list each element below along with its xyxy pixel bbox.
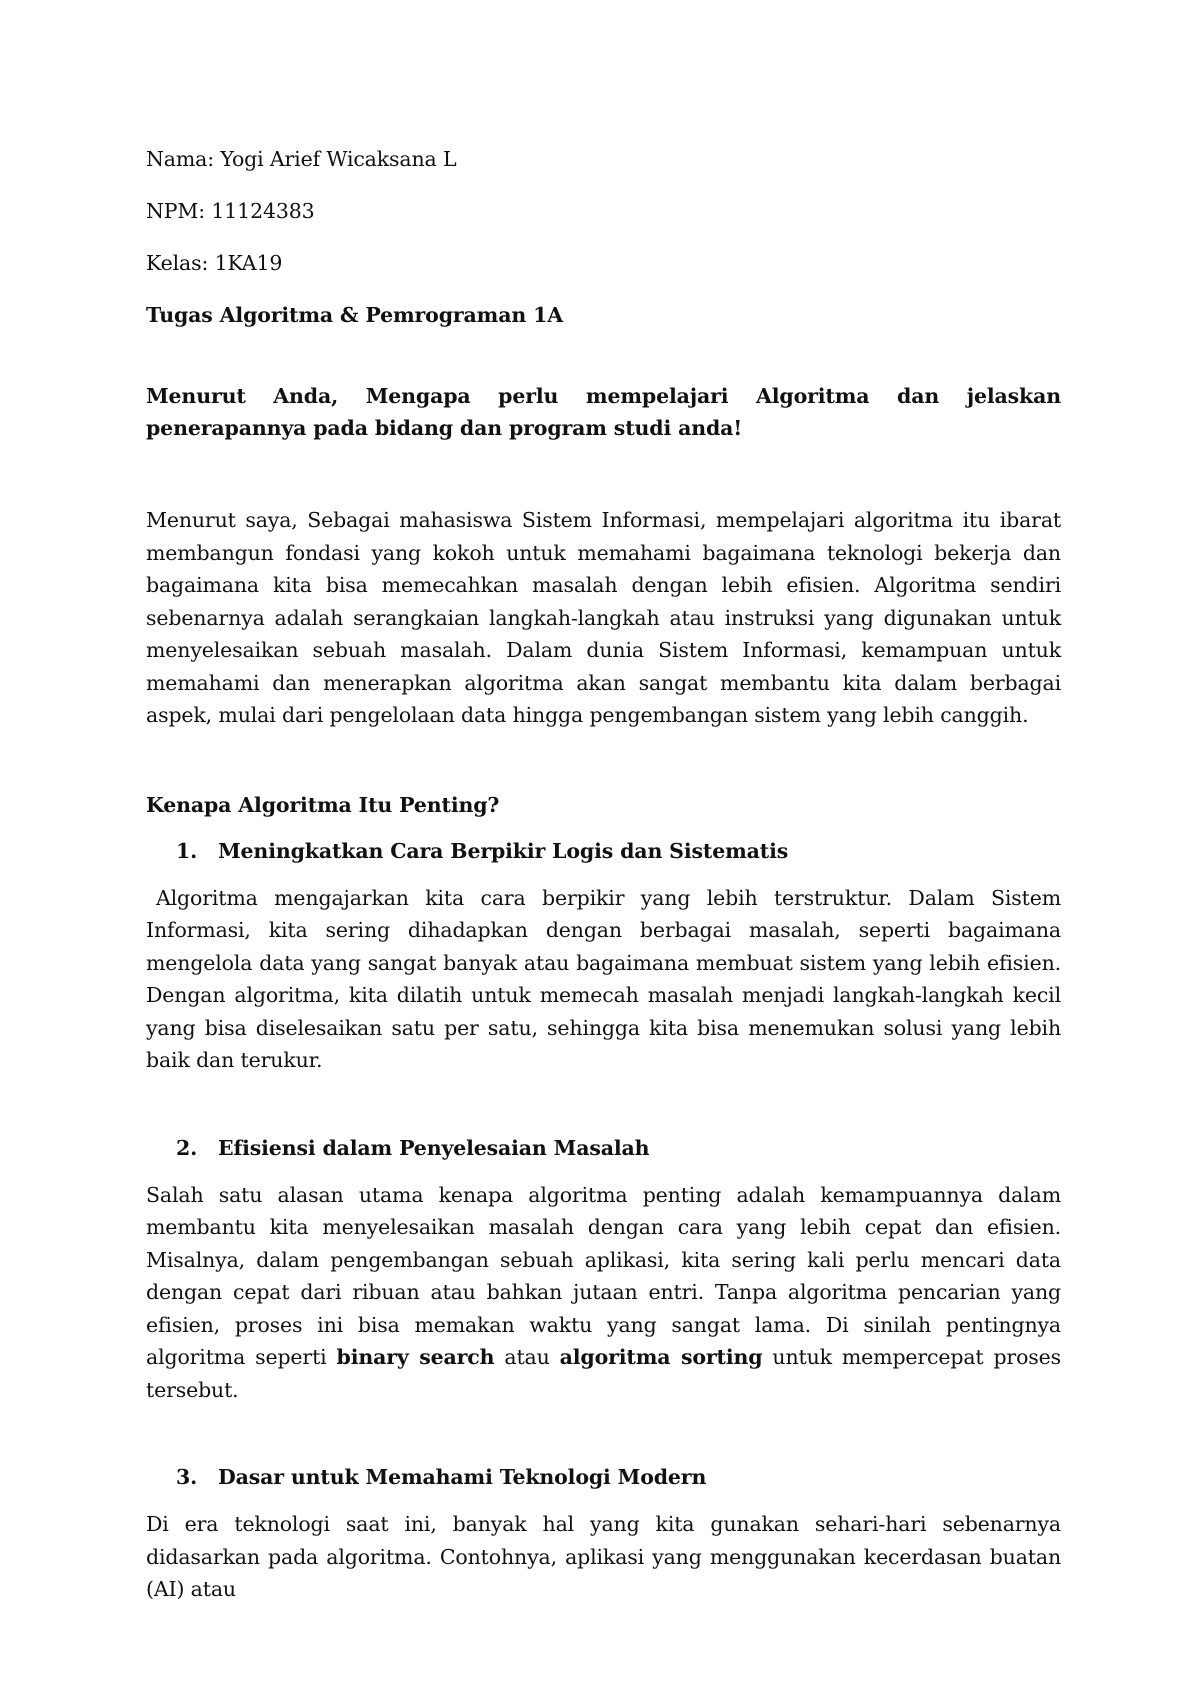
document-content xyxy=(146,146,1061,1606)
list-number-2: 2. xyxy=(176,1135,198,1160)
body-2-part-1: Salah satu alasan utama kenapa algoritma penting adalah kemampuannya dalam membantu kita menyelesaikan masalah dengan cara yang lebih cepat dan efisien. Misalnya, dalam pengembangan sebuah aplikasi, kita sering kali perlu mencari data dengan cepat dari ribuan atau bahkan jutaan entri. Tanpa algoritma pencarian yang efisien, proses ini bisa memakan waktu yang sangat lama. Di sinilah pentingnya algoritma seperti xyxy=(146,1182,1061,1369)
intro-paragraph: Menurut saya, Sebagai mahasiswa Sistem Informasi, mempelajari algoritma itu ibarat membangun fondasi yang kokoh untuk memahami bagaimana teknologi bekerja dan bagaimana kita bisa memecahkan masalah dengan lebih efisien. Algoritma sendiri sebenarnya adalah serangkaian langkah-langkah atau instruksi yang digunakan untuk menyelesaikan sebuah masalah. Dalam dunia Sistem Informasi, kemampuan untuk memahami dan menerapkan algoritma akan sangat membantu kita dalam berbagai aspek, mulai dari pengelolaan data hingga pengembangan sistem yang lebih canggih. xyxy=(146,508,1061,727)
question-text: Menurut Anda, Mengapa perlu mempelajari Algoritma dan jelaskan penerapannya pada bidang dan program studi anda! xyxy=(146,384,1061,440)
list-item-heading-2 xyxy=(146,1133,1061,1163)
list-title-1: Meningkatkan Cara Berpikir Logis dan Sistematis xyxy=(218,838,789,863)
list-number-3: 3. xyxy=(176,1465,198,1489)
student-npm: NPM: 11124383 xyxy=(146,199,315,223)
list-item-heading-1 xyxy=(146,836,1061,866)
section-heading: Kenapa Algoritma Itu Penting? xyxy=(146,792,500,817)
list-title-3: Dasar untuk Memahami Teknologi Modern xyxy=(218,1465,707,1489)
student-name: Nama: Yogi Arief Wicaksana L xyxy=(146,147,457,171)
list-item-body-1: Algoritma mengajarkan kita cara berpikir yang lebih terstruktur. Dalam Sistem Informasi, kita sering dihadapkan dengan berbagai masalah, seperti bagaimana mengelola data yang sangat banyak atau bagaimana membuat sistem yang lebih efisien. Dengan algoritma, kita dilatih untuk memecah masalah menjadi langkah-langkah kecil yang bisa diselesaikan satu per satu, sehingga kita bisa menemukan solusi yang lebih baik dan terukur. xyxy=(146,885,1061,1072)
list-item-body-3: Di era teknologi saat ini, banyak hal yang kita gunakan sehari-hari sebenarnya didasarkan pada algoritma. Contohnya, aplikasi yang menggunakan kecerdasan buatan (AI) atau xyxy=(146,1512,1061,1601)
keyword-algoritma-sorting: algoritma sorting xyxy=(559,1345,763,1369)
list-item-heading-3 xyxy=(146,1462,1061,1492)
keyword-binary-search: binary search xyxy=(336,1345,495,1369)
task-title: Tugas Algoritma & Pemrograman 1A xyxy=(146,303,563,327)
body-2-part-2: atau xyxy=(494,1345,560,1369)
list-title-2: Efisiensi dalam Penyelesaian Masalah xyxy=(218,1135,650,1160)
list-item-body-2 xyxy=(146,1179,1061,1407)
body-2-part-3: untuk mempercepat proses tersebut. xyxy=(146,1345,1061,1402)
list-number-1: 1. xyxy=(176,838,198,863)
student-class: Kelas: 1KA19 xyxy=(146,251,283,275)
